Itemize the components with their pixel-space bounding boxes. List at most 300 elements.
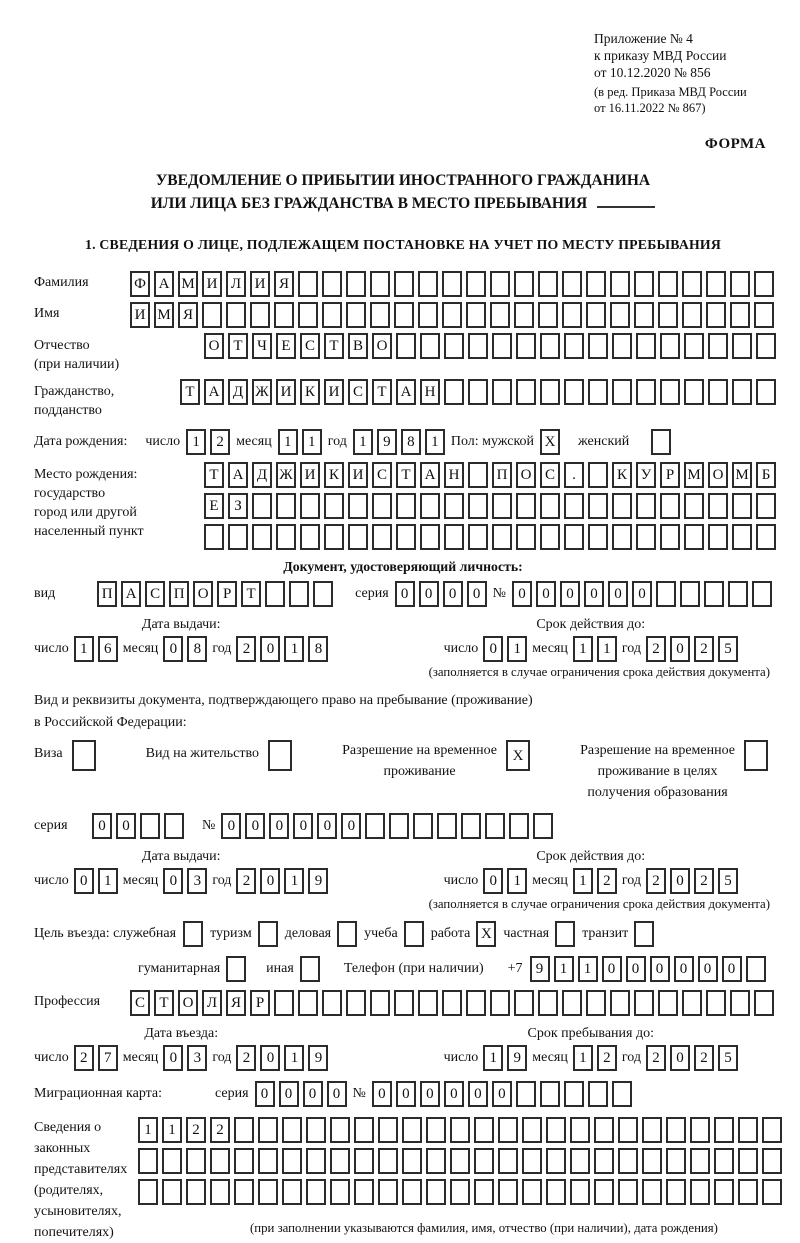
char-cell[interactable]: 1 [578, 956, 598, 982]
char-cell[interactable] [690, 1148, 710, 1174]
char-cell[interactable] [468, 333, 488, 359]
char-cell[interactable] [450, 1179, 470, 1205]
char-cell[interactable] [282, 1179, 302, 1205]
char-cell[interactable] [546, 1179, 566, 1205]
char-cell[interactable] [642, 1117, 662, 1143]
char-cell[interactable] [444, 379, 464, 405]
char-cell[interactable]: 0 [444, 1081, 464, 1107]
char-cell[interactable] [378, 1179, 398, 1205]
char-cell[interactable]: . [564, 462, 584, 488]
char-cell[interactable]: Т [204, 462, 224, 488]
char-cell[interactable]: С [300, 333, 320, 359]
char-cell[interactable] [330, 1179, 350, 1205]
char-cell[interactable] [186, 1148, 206, 1174]
purpose-transit-checkbox[interactable] [634, 921, 654, 947]
char-cell[interactable] [612, 524, 632, 550]
char-cell[interactable]: 0 [626, 956, 646, 982]
char-cell[interactable]: 0 [260, 636, 280, 662]
char-cell[interactable] [728, 581, 748, 607]
char-cell[interactable] [265, 581, 285, 607]
char-cell[interactable]: 0 [670, 1045, 690, 1071]
char-cell[interactable]: 0 [674, 956, 694, 982]
char-cell[interactable] [450, 1117, 470, 1143]
char-cell[interactable] [594, 1179, 614, 1205]
char-cell[interactable] [730, 990, 750, 1016]
char-cell[interactable]: 1 [507, 868, 527, 894]
char-cell[interactable] [738, 1148, 758, 1174]
char-cell[interactable]: И [130, 302, 150, 328]
char-cell[interactable]: 0 [317, 813, 337, 839]
char-cell[interactable]: 2 [210, 1117, 230, 1143]
char-cell[interactable] [498, 1117, 518, 1143]
char-cell[interactable]: 0 [395, 581, 415, 607]
char-cell[interactable]: 1 [284, 868, 304, 894]
char-cell[interactable]: 0 [420, 1081, 440, 1107]
char-cell[interactable] [370, 302, 390, 328]
char-cell[interactable] [250, 302, 270, 328]
char-cell[interactable] [516, 493, 536, 519]
char-cell[interactable]: А [154, 271, 174, 297]
char-cell[interactable]: 2 [597, 868, 617, 894]
char-cell[interactable]: С [348, 379, 368, 405]
char-cell[interactable]: А [204, 379, 224, 405]
char-cell[interactable]: 1 [302, 429, 322, 455]
char-cell[interactable] [546, 1148, 566, 1174]
char-cell[interactable]: Ч [252, 333, 272, 359]
char-cell[interactable] [442, 271, 462, 297]
char-cell[interactable] [636, 333, 656, 359]
char-cell[interactable]: 0 [372, 1081, 392, 1107]
char-cell[interactable]: О [193, 581, 213, 607]
char-cell[interactable] [562, 271, 582, 297]
char-cell[interactable] [378, 1117, 398, 1143]
char-cell[interactable] [762, 1179, 782, 1205]
char-cell[interactable]: 2 [694, 1045, 714, 1071]
char-cell[interactable] [204, 524, 224, 550]
char-cell[interactable] [586, 990, 606, 1016]
char-cell[interactable]: О [372, 333, 392, 359]
char-cell[interactable] [418, 302, 438, 328]
char-cell[interactable]: 2 [236, 868, 256, 894]
char-cell[interactable] [762, 1117, 782, 1143]
char-cell[interactable] [514, 302, 534, 328]
char-cell[interactable] [708, 333, 728, 359]
char-cell[interactable] [426, 1148, 446, 1174]
char-cell[interactable]: К [324, 462, 344, 488]
char-cell[interactable] [426, 1117, 446, 1143]
char-cell[interactable] [365, 813, 385, 839]
char-cell[interactable] [634, 302, 654, 328]
char-cell[interactable]: И [348, 462, 368, 488]
char-cell[interactable] [138, 1148, 158, 1174]
char-cell[interactable]: Ж [252, 379, 272, 405]
char-cell[interactable] [322, 990, 342, 1016]
char-cell[interactable] [756, 333, 776, 359]
char-cell[interactable]: 1 [507, 636, 527, 662]
char-cell[interactable] [274, 990, 294, 1016]
char-cell[interactable] [354, 1179, 374, 1205]
char-cell[interactable] [138, 1179, 158, 1205]
char-cell[interactable] [300, 493, 320, 519]
char-cell[interactable]: 0 [560, 581, 580, 607]
char-cell[interactable] [594, 1117, 614, 1143]
char-cell[interactable]: С [130, 990, 150, 1016]
char-cell[interactable] [378, 1148, 398, 1174]
char-cell[interactable] [516, 1081, 536, 1107]
temp-residence-checkbox[interactable]: X [506, 740, 530, 771]
char-cell[interactable]: 0 [443, 581, 463, 607]
char-cell[interactable] [420, 493, 440, 519]
char-cell[interactable] [306, 1179, 326, 1205]
char-cell[interactable] [682, 302, 702, 328]
char-cell[interactable] [492, 333, 512, 359]
char-cell[interactable] [738, 1117, 758, 1143]
char-cell[interactable] [492, 379, 512, 405]
char-cell[interactable] [538, 271, 558, 297]
char-cell[interactable]: 1 [573, 868, 593, 894]
char-cell[interactable]: 1 [74, 636, 94, 662]
char-cell[interactable]: П [492, 462, 512, 488]
char-cell[interactable] [540, 1081, 560, 1107]
char-cell[interactable] [162, 1179, 182, 1205]
char-cell[interactable]: К [612, 462, 632, 488]
char-cell[interactable] [540, 493, 560, 519]
char-cell[interactable] [346, 302, 366, 328]
char-cell[interactable] [738, 1179, 758, 1205]
char-cell[interactable]: П [97, 581, 117, 607]
char-cell[interactable]: Т [154, 990, 174, 1016]
char-cell[interactable] [396, 524, 416, 550]
char-cell[interactable]: Л [202, 990, 222, 1016]
char-cell[interactable] [522, 1117, 542, 1143]
char-cell[interactable]: 1 [597, 636, 617, 662]
char-cell[interactable] [420, 524, 440, 550]
char-cell[interactable] [732, 524, 752, 550]
char-cell[interactable] [258, 1117, 278, 1143]
char-cell[interactable] [564, 379, 584, 405]
char-cell[interactable]: З [228, 493, 248, 519]
char-cell[interactable] [546, 1117, 566, 1143]
char-cell[interactable]: 1 [98, 868, 118, 894]
char-cell[interactable] [490, 271, 510, 297]
char-cell[interactable]: Е [204, 493, 224, 519]
char-cell[interactable]: М [154, 302, 174, 328]
char-cell[interactable] [498, 1148, 518, 1174]
char-cell[interactable]: А [121, 581, 141, 607]
char-cell[interactable]: В [348, 333, 368, 359]
char-cell[interactable]: 2 [646, 1045, 666, 1071]
char-cell[interactable]: Ж [276, 462, 296, 488]
char-cell[interactable] [228, 524, 248, 550]
char-cell[interactable] [540, 379, 560, 405]
char-cell[interactable]: Я [226, 990, 246, 1016]
char-cell[interactable]: Д [228, 379, 248, 405]
char-cell[interactable] [636, 493, 656, 519]
char-cell[interactable] [514, 271, 534, 297]
char-cell[interactable]: 9 [530, 956, 550, 982]
char-cell[interactable]: 1 [353, 429, 373, 455]
char-cell[interactable] [450, 1148, 470, 1174]
char-cell[interactable] [468, 462, 488, 488]
char-cell[interactable] [588, 493, 608, 519]
char-cell[interactable]: 0 [163, 1045, 183, 1071]
char-cell[interactable] [210, 1148, 230, 1174]
char-cell[interactable] [516, 333, 536, 359]
char-cell[interactable]: 2 [236, 1045, 256, 1071]
char-cell[interactable]: М [732, 462, 752, 488]
char-cell[interactable] [234, 1148, 254, 1174]
char-cell[interactable]: Ф [130, 271, 150, 297]
char-cell[interactable]: П [169, 581, 189, 607]
char-cell[interactable] [588, 379, 608, 405]
char-cell[interactable]: А [228, 462, 248, 488]
temp-residence-education-checkbox[interactable] [744, 740, 768, 771]
char-cell[interactable] [402, 1117, 422, 1143]
char-cell[interactable]: 0 [74, 868, 94, 894]
char-cell[interactable] [324, 493, 344, 519]
char-cell[interactable] [660, 333, 680, 359]
char-cell[interactable] [666, 1179, 686, 1205]
char-cell[interactable] [162, 1148, 182, 1174]
char-cell[interactable] [492, 493, 512, 519]
char-cell[interactable]: Т [372, 379, 392, 405]
char-cell[interactable] [714, 1148, 734, 1174]
char-cell[interactable] [540, 524, 560, 550]
char-cell[interactable]: 3 [187, 868, 207, 894]
residence-permit-checkbox[interactable] [268, 740, 292, 771]
char-cell[interactable] [564, 333, 584, 359]
char-cell[interactable]: 0 [602, 956, 622, 982]
char-cell[interactable] [509, 813, 529, 839]
char-cell[interactable] [289, 581, 309, 607]
char-cell[interactable]: 0 [632, 581, 652, 607]
char-cell[interactable] [680, 581, 700, 607]
char-cell[interactable] [684, 333, 704, 359]
char-cell[interactable]: С [540, 462, 560, 488]
char-cell[interactable] [588, 462, 608, 488]
char-cell[interactable]: 5 [718, 636, 738, 662]
char-cell[interactable] [298, 271, 318, 297]
char-cell[interactable] [490, 302, 510, 328]
char-cell[interactable]: 9 [507, 1045, 527, 1071]
char-cell[interactable] [610, 271, 630, 297]
char-cell[interactable] [348, 524, 368, 550]
char-cell[interactable] [660, 524, 680, 550]
char-cell[interactable]: 0 [303, 1081, 323, 1107]
char-cell[interactable] [706, 302, 726, 328]
char-cell[interactable] [754, 990, 774, 1016]
char-cell[interactable]: Т [228, 333, 248, 359]
char-cell[interactable]: 1 [138, 1117, 158, 1143]
char-cell[interactable] [466, 271, 486, 297]
char-cell[interactable] [706, 990, 726, 1016]
char-cell[interactable]: 0 [260, 1045, 280, 1071]
char-cell[interactable]: 9 [308, 1045, 328, 1071]
char-cell[interactable]: 0 [670, 636, 690, 662]
char-cell[interactable] [322, 271, 342, 297]
char-cell[interactable]: 0 [536, 581, 556, 607]
char-cell[interactable]: И [202, 271, 222, 297]
char-cell[interactable] [610, 990, 630, 1016]
char-cell[interactable]: 0 [650, 956, 670, 982]
char-cell[interactable] [485, 813, 505, 839]
char-cell[interactable]: А [420, 462, 440, 488]
char-cell[interactable]: И [324, 379, 344, 405]
char-cell[interactable]: 7 [98, 1045, 118, 1071]
char-cell[interactable] [756, 493, 776, 519]
char-cell[interactable]: О [708, 462, 728, 488]
char-cell[interactable]: 1 [554, 956, 574, 982]
char-cell[interactable] [634, 271, 654, 297]
char-cell[interactable]: 2 [186, 1117, 206, 1143]
char-cell[interactable] [164, 813, 184, 839]
char-cell[interactable] [322, 302, 342, 328]
char-cell[interactable] [708, 379, 728, 405]
char-cell[interactable]: 1 [573, 636, 593, 662]
char-cell[interactable] [618, 1117, 638, 1143]
char-cell[interactable] [612, 493, 632, 519]
char-cell[interactable] [313, 581, 333, 607]
purpose-official-checkbox[interactable] [183, 921, 203, 947]
char-cell[interactable]: 0 [279, 1081, 299, 1107]
char-cell[interactable] [418, 990, 438, 1016]
char-cell[interactable] [636, 524, 656, 550]
char-cell[interactable] [658, 271, 678, 297]
char-cell[interactable] [274, 302, 294, 328]
char-cell[interactable]: 8 [401, 429, 421, 455]
char-cell[interactable]: 2 [597, 1045, 617, 1071]
char-cell[interactable]: 1 [425, 429, 445, 455]
char-cell[interactable]: Р [660, 462, 680, 488]
char-cell[interactable]: 0 [92, 813, 112, 839]
char-cell[interactable] [306, 1148, 326, 1174]
char-cell[interactable]: 0 [512, 581, 532, 607]
char-cell[interactable]: Н [444, 462, 464, 488]
char-cell[interactable]: Т [180, 379, 200, 405]
char-cell[interactable] [756, 379, 776, 405]
purpose-business-checkbox[interactable] [337, 921, 357, 947]
char-cell[interactable] [468, 524, 488, 550]
char-cell[interactable]: 0 [163, 636, 183, 662]
char-cell[interactable]: Б [756, 462, 776, 488]
char-cell[interactable]: Т [396, 462, 416, 488]
char-cell[interactable]: К [300, 379, 320, 405]
gender-male-checkbox[interactable]: X [540, 429, 560, 455]
char-cell[interactable]: Р [217, 581, 237, 607]
char-cell[interactable] [684, 379, 704, 405]
char-cell[interactable] [714, 1179, 734, 1205]
char-cell[interactable]: 6 [98, 636, 118, 662]
char-cell[interactable] [258, 1148, 278, 1174]
purpose-work-checkbox[interactable]: X [476, 921, 496, 947]
char-cell[interactable] [656, 581, 676, 607]
char-cell[interactable]: Т [324, 333, 344, 359]
char-cell[interactable] [394, 990, 414, 1016]
char-cell[interactable] [370, 990, 390, 1016]
char-cell[interactable] [564, 1081, 584, 1107]
char-cell[interactable]: 2 [694, 636, 714, 662]
char-cell[interactable] [466, 990, 486, 1016]
char-cell[interactable] [564, 524, 584, 550]
char-cell[interactable] [533, 813, 553, 839]
char-cell[interactable] [708, 493, 728, 519]
char-cell[interactable] [324, 524, 344, 550]
char-cell[interactable] [418, 271, 438, 297]
char-cell[interactable] [706, 271, 726, 297]
char-cell[interactable]: 0 [698, 956, 718, 982]
char-cell[interactable] [618, 1179, 638, 1205]
char-cell[interactable] [444, 524, 464, 550]
char-cell[interactable] [732, 379, 752, 405]
char-cell[interactable] [234, 1117, 254, 1143]
char-cell[interactable] [588, 333, 608, 359]
char-cell[interactable] [562, 990, 582, 1016]
char-cell[interactable]: 0 [584, 581, 604, 607]
char-cell[interactable] [586, 271, 606, 297]
char-cell[interactable] [586, 302, 606, 328]
char-cell[interactable]: 1 [284, 636, 304, 662]
char-cell[interactable]: Е [276, 333, 296, 359]
char-cell[interactable] [708, 524, 728, 550]
char-cell[interactable]: 0 [722, 956, 742, 982]
char-cell[interactable]: У [636, 462, 656, 488]
char-cell[interactable] [354, 1148, 374, 1174]
char-cell[interactable]: О [178, 990, 198, 1016]
char-cell[interactable] [658, 990, 678, 1016]
char-cell[interactable] [276, 493, 296, 519]
char-cell[interactable] [570, 1179, 590, 1205]
purpose-tourism-checkbox[interactable] [258, 921, 278, 947]
char-cell[interactable] [466, 302, 486, 328]
char-cell[interactable] [394, 271, 414, 297]
char-cell[interactable] [300, 524, 320, 550]
char-cell[interactable] [754, 302, 774, 328]
char-cell[interactable] [389, 813, 409, 839]
char-cell[interactable]: 0 [269, 813, 289, 839]
char-cell[interactable] [752, 581, 772, 607]
char-cell[interactable] [226, 302, 246, 328]
char-cell[interactable] [298, 990, 318, 1016]
char-cell[interactable]: 8 [187, 636, 207, 662]
char-cell[interactable]: 2 [646, 868, 666, 894]
char-cell[interactable] [474, 1148, 494, 1174]
char-cell[interactable] [682, 990, 702, 1016]
char-cell[interactable] [636, 379, 656, 405]
char-cell[interactable] [658, 302, 678, 328]
char-cell[interactable]: 5 [718, 1045, 738, 1071]
char-cell[interactable] [762, 1148, 782, 1174]
char-cell[interactable] [468, 493, 488, 519]
char-cell[interactable]: 2 [210, 429, 230, 455]
char-cell[interactable]: 2 [74, 1045, 94, 1071]
char-cell[interactable] [461, 813, 481, 839]
char-cell[interactable] [684, 524, 704, 550]
char-cell[interactable] [258, 1179, 278, 1205]
char-cell[interactable] [492, 524, 512, 550]
char-cell[interactable]: 1 [278, 429, 298, 455]
purpose-study-checkbox[interactable] [404, 921, 424, 947]
char-cell[interactable] [634, 990, 654, 1016]
char-cell[interactable]: 8 [308, 636, 328, 662]
char-cell[interactable]: 0 [255, 1081, 275, 1107]
char-cell[interactable]: 0 [467, 581, 487, 607]
char-cell[interactable] [372, 524, 392, 550]
char-cell[interactable] [276, 524, 296, 550]
char-cell[interactable]: 0 [221, 813, 241, 839]
char-cell[interactable] [186, 1179, 206, 1205]
char-cell[interactable] [413, 813, 433, 839]
char-cell[interactable]: 0 [492, 1081, 512, 1107]
